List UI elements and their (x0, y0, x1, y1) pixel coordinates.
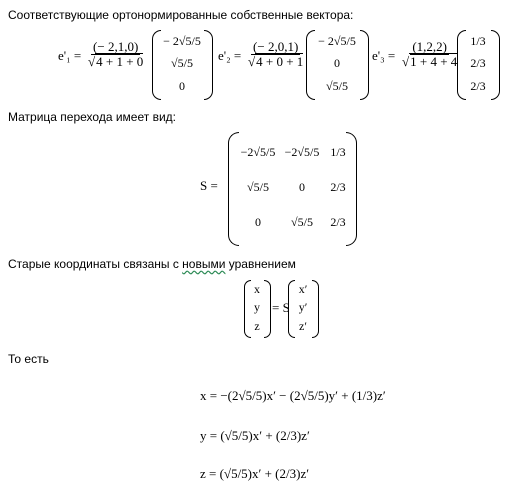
line3-underlined-word: новыми (182, 257, 226, 271)
equation-x: x = −(2√5/5)x′ − (2√5/5)y′ + (1/3)z′ (200, 388, 386, 403)
e2-right-paren (360, 30, 369, 100)
e3-numerator: (1,2,2) (412, 39, 447, 54)
s-21: √5/5 (247, 180, 269, 194)
e1-label: e'₁ = (58, 48, 82, 63)
old-y: y (254, 300, 260, 315)
line3-part2: уравнением (225, 257, 296, 271)
heading-transition-matrix: Матрица перехода имеет вид: (8, 110, 176, 124)
matrix-label: S = (200, 178, 218, 193)
coords-equals-s: = S (272, 300, 290, 315)
e2-label: e'₂ = (218, 48, 242, 63)
old-z: z (254, 319, 260, 334)
e3-v1: 2/3 (470, 56, 486, 71)
e1-numerator: (− 2,1,0) (93, 39, 139, 54)
e3-right-paren (491, 30, 500, 100)
s-32: √5/5 (291, 215, 313, 229)
e1-vector (160, 30, 204, 98)
old-x: x (254, 281, 260, 296)
e1-v1: √5/5 (171, 56, 193, 71)
e1-fraction: $\frac{(- 2,1,0)}{√4 + 1 + 0}$ (88, 39, 144, 69)
e1-v0: − 2√5/5 (163, 33, 201, 48)
s-11: −2√5/5 (240, 145, 276, 159)
e2-numerator: (− 2,0,1) (253, 39, 299, 54)
new-coords-right-paren (312, 280, 319, 338)
e3-vector (465, 30, 491, 98)
e1-denominator: 4 + 1 + 0 (96, 54, 144, 69)
s-31: 0 (255, 215, 261, 229)
new-x: x′ (298, 281, 308, 296)
old-coords-right-paren (264, 280, 271, 338)
s-12: −2√5/5 (284, 145, 320, 159)
s-22: 0 (299, 180, 305, 194)
s-33: 2/3 (330, 215, 346, 229)
e2-v1: 0 (334, 56, 340, 71)
e3-fraction: $\frac{(1,2,2)}{√1 + 4 + 4}$ (402, 39, 458, 69)
heading-eigenvectors: Соответствующие ортонормированные собственные вектора: (8, 8, 354, 22)
e2-fraction: $\frac{(- 2,0,1)}{√4 + 0 + 1}$ (248, 39, 304, 69)
s-13: 1/3 (330, 145, 346, 159)
line3-part1: Старые координаты связаны с (8, 257, 183, 271)
heading-that-is: То есть (8, 352, 49, 366)
new-coords-vector (294, 280, 312, 336)
equation-y: y = (√5/5)x′ + (2/3)z′ (200, 428, 310, 443)
e2-vector (314, 30, 360, 98)
e1-v2: 0 (179, 79, 185, 94)
e3-v0: 1/3 (470, 33, 486, 48)
matrix-right-paren (346, 132, 357, 246)
e2-v2: √5/5 (326, 79, 348, 94)
e3-denominator: 1 + 4 + 4 (410, 54, 458, 69)
s-23: 2/3 (330, 180, 346, 194)
e2-denominator: 4 + 0 + 1 (256, 54, 304, 69)
e1-right-paren (204, 30, 213, 100)
new-z: z′ (299, 319, 307, 334)
new-y: y′ (298, 300, 308, 315)
old-coords-vector (250, 280, 264, 336)
heading-old-coords (8, 257, 296, 271)
e2-v0: − 2√5/5 (318, 33, 356, 48)
e3-label: e'₃ = (372, 48, 396, 63)
e3-v2: 2/3 (470, 79, 486, 94)
equation-z: z = (√5/5)x′ + (2/3)z′ (200, 466, 310, 481)
